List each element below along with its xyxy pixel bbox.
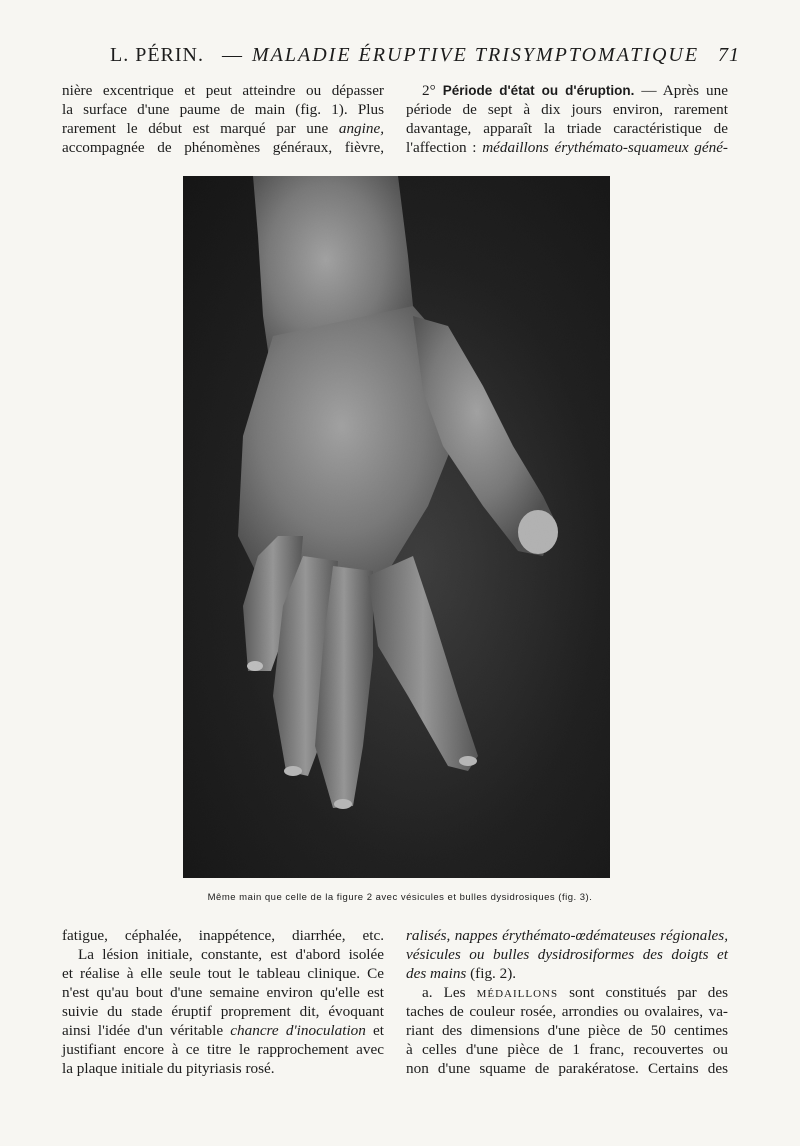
text-line: et réalise à elle seule tout le tableau clinique. Ce (62, 965, 384, 982)
top-right-column (406, 81, 728, 157)
text-line: à celles d'une pièce de 1 franc, recouvertes ou (406, 1041, 728, 1058)
text-line: non d'une squame de parakératose. Certains des (406, 1060, 728, 1077)
hand-photograph (183, 176, 610, 878)
header-title: MALADIE ÉRUPTIVE TRISYMPTOMATIQUE (252, 44, 700, 66)
text-line: davantage, apparaît la triade caractéristique de (406, 120, 728, 137)
text-line: la surface d'une paume de main (fig. 1). Plus (62, 101, 384, 118)
header-author: L. PÉRIN. (110, 44, 204, 66)
text-line: justifiant encore à ce titre le rapprochement avec (62, 1041, 384, 1058)
text-line: ralisés, nappes érythémato-œdémateuses régionales, (406, 927, 728, 944)
text-line: nière excentrique et peut atteindre ou dépasser (62, 82, 384, 99)
text-line: La lésion initiale, constante, est d'abord isolée (78, 946, 384, 963)
running-header (62, 44, 740, 74)
text-line: fatigue, céphalée, inappétence, diarrhée, etc. (62, 927, 384, 944)
text-line: l'affection : médaillons érythémato-squameux géné- (406, 139, 728, 156)
text-line: la plaque initiale du pityriasis rosé. (62, 1060, 275, 1077)
figure-caption: Même main que celle de la figure 2 avec vésicules et bulles dysidrosiques (fig. 3). (207, 892, 593, 903)
text-line: riant des dimensions d'une pièce de 50 centimes (406, 1022, 728, 1039)
text-line: n'est qu'au bout d'une semaine environ qu'elle est (62, 984, 384, 1001)
text-line: rarement le début est marqué par une angine, (62, 120, 384, 137)
text-line: vésicules ou bulles dysidrosiformes des doigts et (406, 946, 728, 963)
text-line: suivie du stade éruptif proprement dit, évoquant (62, 1003, 384, 1020)
top-left-column (62, 81, 384, 157)
text-line: a. Les médaillons sont constitués par des (422, 984, 728, 1001)
text-line: accompagnée de phénomènes généraux, fièvre, (62, 139, 384, 156)
text-line: taches de couleur rosée, arrondies ou ovalaires, va- (406, 1003, 728, 1020)
bottom-right-column (406, 926, 728, 1078)
hand-photo-drawing (183, 176, 610, 878)
section-heading: Période d'état ou d'éruption. (442, 83, 635, 98)
header-dash: — (222, 44, 243, 66)
text-line: des mains (fig. 2). (406, 965, 517, 982)
section-heading-line: 2° Période d'état ou d'éruption. — Après une (422, 82, 728, 99)
text-line: période de sept à dix jours environ, rarement (406, 101, 728, 118)
text-line: ainsi l'idée d'un véritable chancre d'inoculation et (62, 1022, 384, 1039)
page-number: 71 (718, 44, 740, 66)
bottom-left-column (62, 926, 384, 1078)
